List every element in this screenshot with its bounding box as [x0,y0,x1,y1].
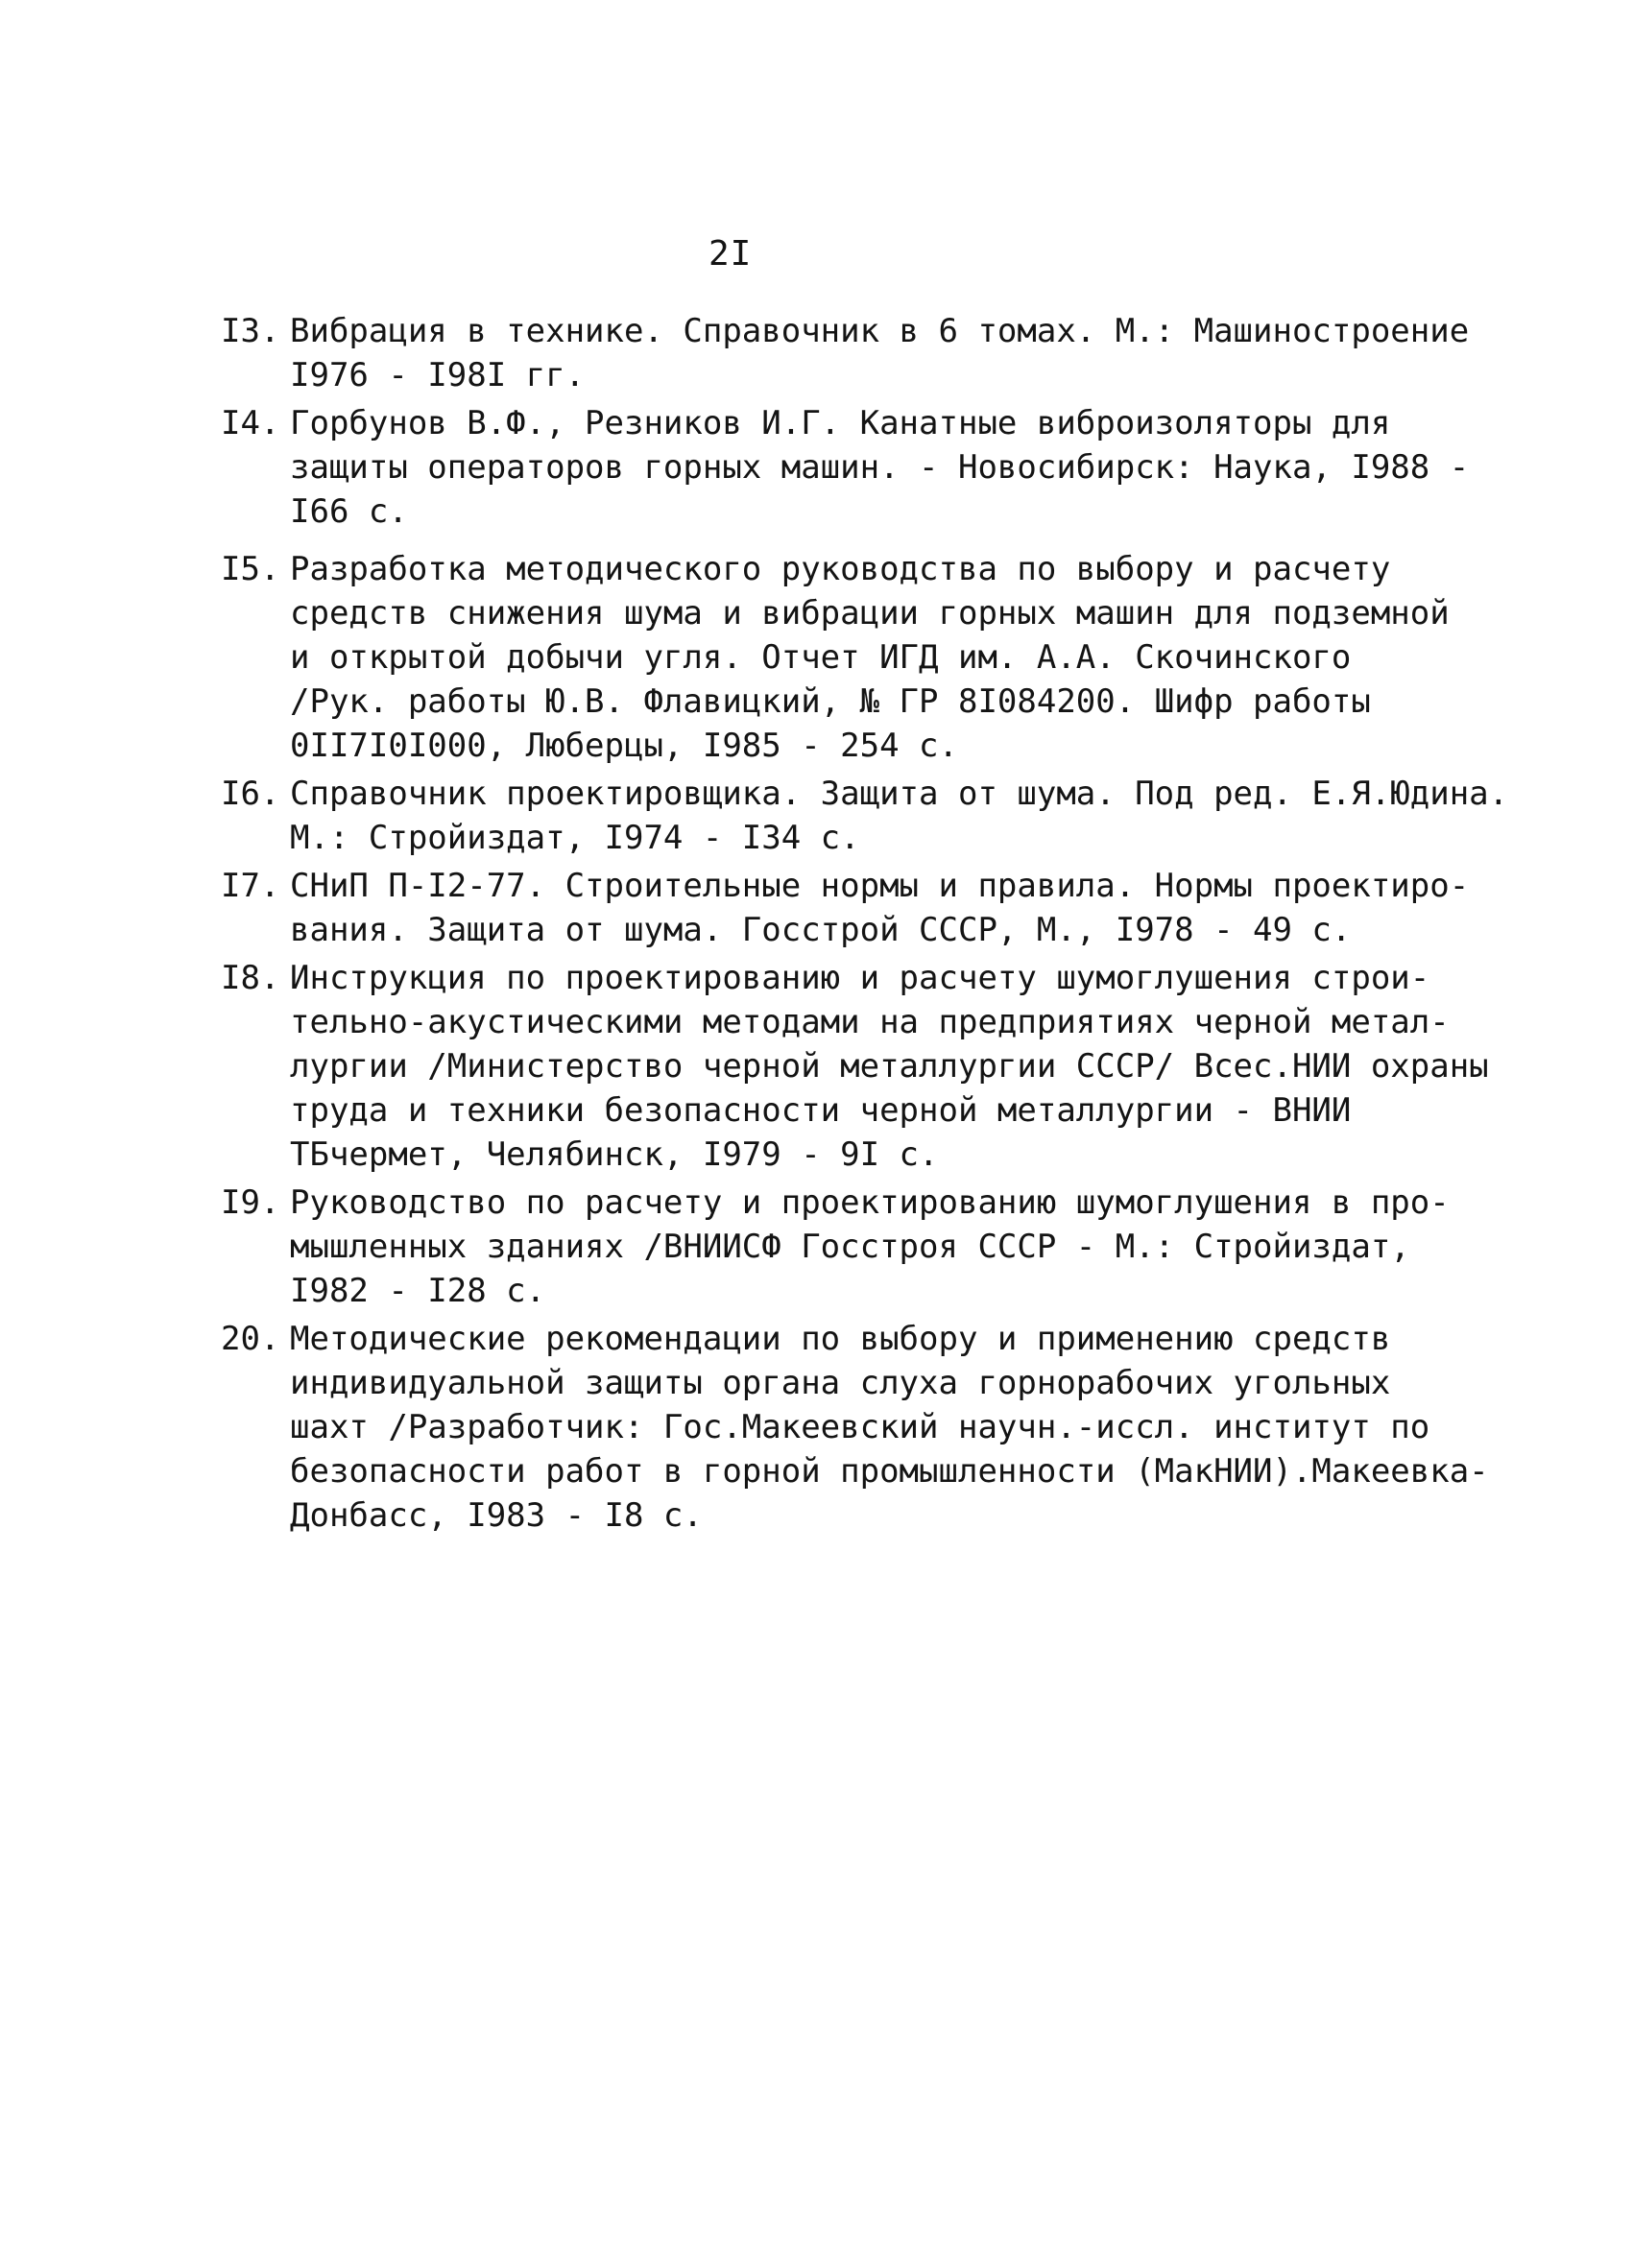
reference-number: I8. [221,959,280,997]
reference-item [221,1181,1469,1313]
reference-line: средств снижения шума и вибрации горных машин для подземной [290,594,1450,633]
reference-line: Горбунов В.Ф., Резников И.Г. Канатные виброизоляторы для [290,404,1391,442]
reference-number: I7. [221,867,280,905]
reference-item [221,547,1469,768]
reference-item [221,1317,1489,1538]
reference-line: шахт /Разработчик: Гос.Макеевский научн.-иссл. институт по [290,1408,1430,1446]
reference-line: вания. Защита от шума. Госстрой СССР, М., I978 - 49 с. [290,911,1352,949]
reference-line: Вибрация в технике. Справочник в 6 томах. М.: Машиностроение [290,312,1470,350]
reference-line: 0II7I0I000, Люберцы, I985 - 254 с. [290,727,958,765]
reference-item [221,401,1469,534]
reference-line: Справочник проектировщика. Защита от шума. Под ред. Е.Я.Юдина. [290,775,1509,813]
reference-line: мышленных зданиях /ВНИИСФ Госстроя СССР - М.: Стройиздат, [290,1228,1410,1266]
reference-line: защиты операторов горных машин. - Новосибирск: Наука, I988 - [290,448,1470,487]
reference-number: I3. [221,312,280,350]
reference-number: 20. [221,1320,280,1358]
reference-item [221,864,1469,952]
reference-line: труда и техники безопасности черной металлургии - ВНИИ [290,1091,1352,1130]
reference-line: I976 - I98I гг. [290,356,586,394]
reference-line: /Рук. работы Ю.В. Флавицкий, № ГР 8I084200. Шифр работы [290,682,1371,721]
reference-line: Инструкция по проектированию и расчету шумоглушения строи- [290,959,1430,997]
reference-number: I4. [221,404,280,442]
reference-line: СНиП П-I2-77. Строительные нормы и правила. Нормы проектиро- [290,867,1470,905]
reference-line: и открытой добычи угля. Отчет ИГД им. А.А. Скочинского [290,638,1352,677]
reference-line: Разработка методического руководства по выбору и расчету [290,550,1391,588]
page-number: 2I [708,234,753,274]
reference-line: ТБчермет, Челябинск, I979 - 9I с. [290,1135,939,1174]
reference-item [221,772,1509,860]
reference-line: I66 с. [290,492,408,531]
reference-line: индивидуальной защиты органа слуха горнорабочих угольных [290,1364,1391,1402]
reference-item [221,956,1489,1177]
reference-line: I982 - I28 с. [290,1272,546,1310]
reference-number: I5. [221,550,280,588]
reference-list [221,309,1509,1541]
reference-number: I6. [221,775,280,813]
reference-line: безопасности работ в горной промышленности (МакНИИ).Макеевка- [290,1452,1489,1491]
reference-line: Руководство по расчету и проектированию шумоглушения в про- [290,1183,1450,1222]
reference-line: Донбасс, I983 - I8 с. [290,1496,703,1535]
reference-line: Методические рекомендации по выбору и применению средств [290,1320,1391,1358]
reference-line: лургии /Министерство черной металлургии СССР/ Всес.НИИ охраны [290,1047,1489,1086]
reference-number: I9. [221,1183,280,1222]
reference-item [221,309,1469,397]
reference-line: М.: Стройиздат, I974 - I34 с. [290,819,860,857]
reference-line: тельно-акустическими методами на предприятиях черной метал- [290,1003,1450,1041]
